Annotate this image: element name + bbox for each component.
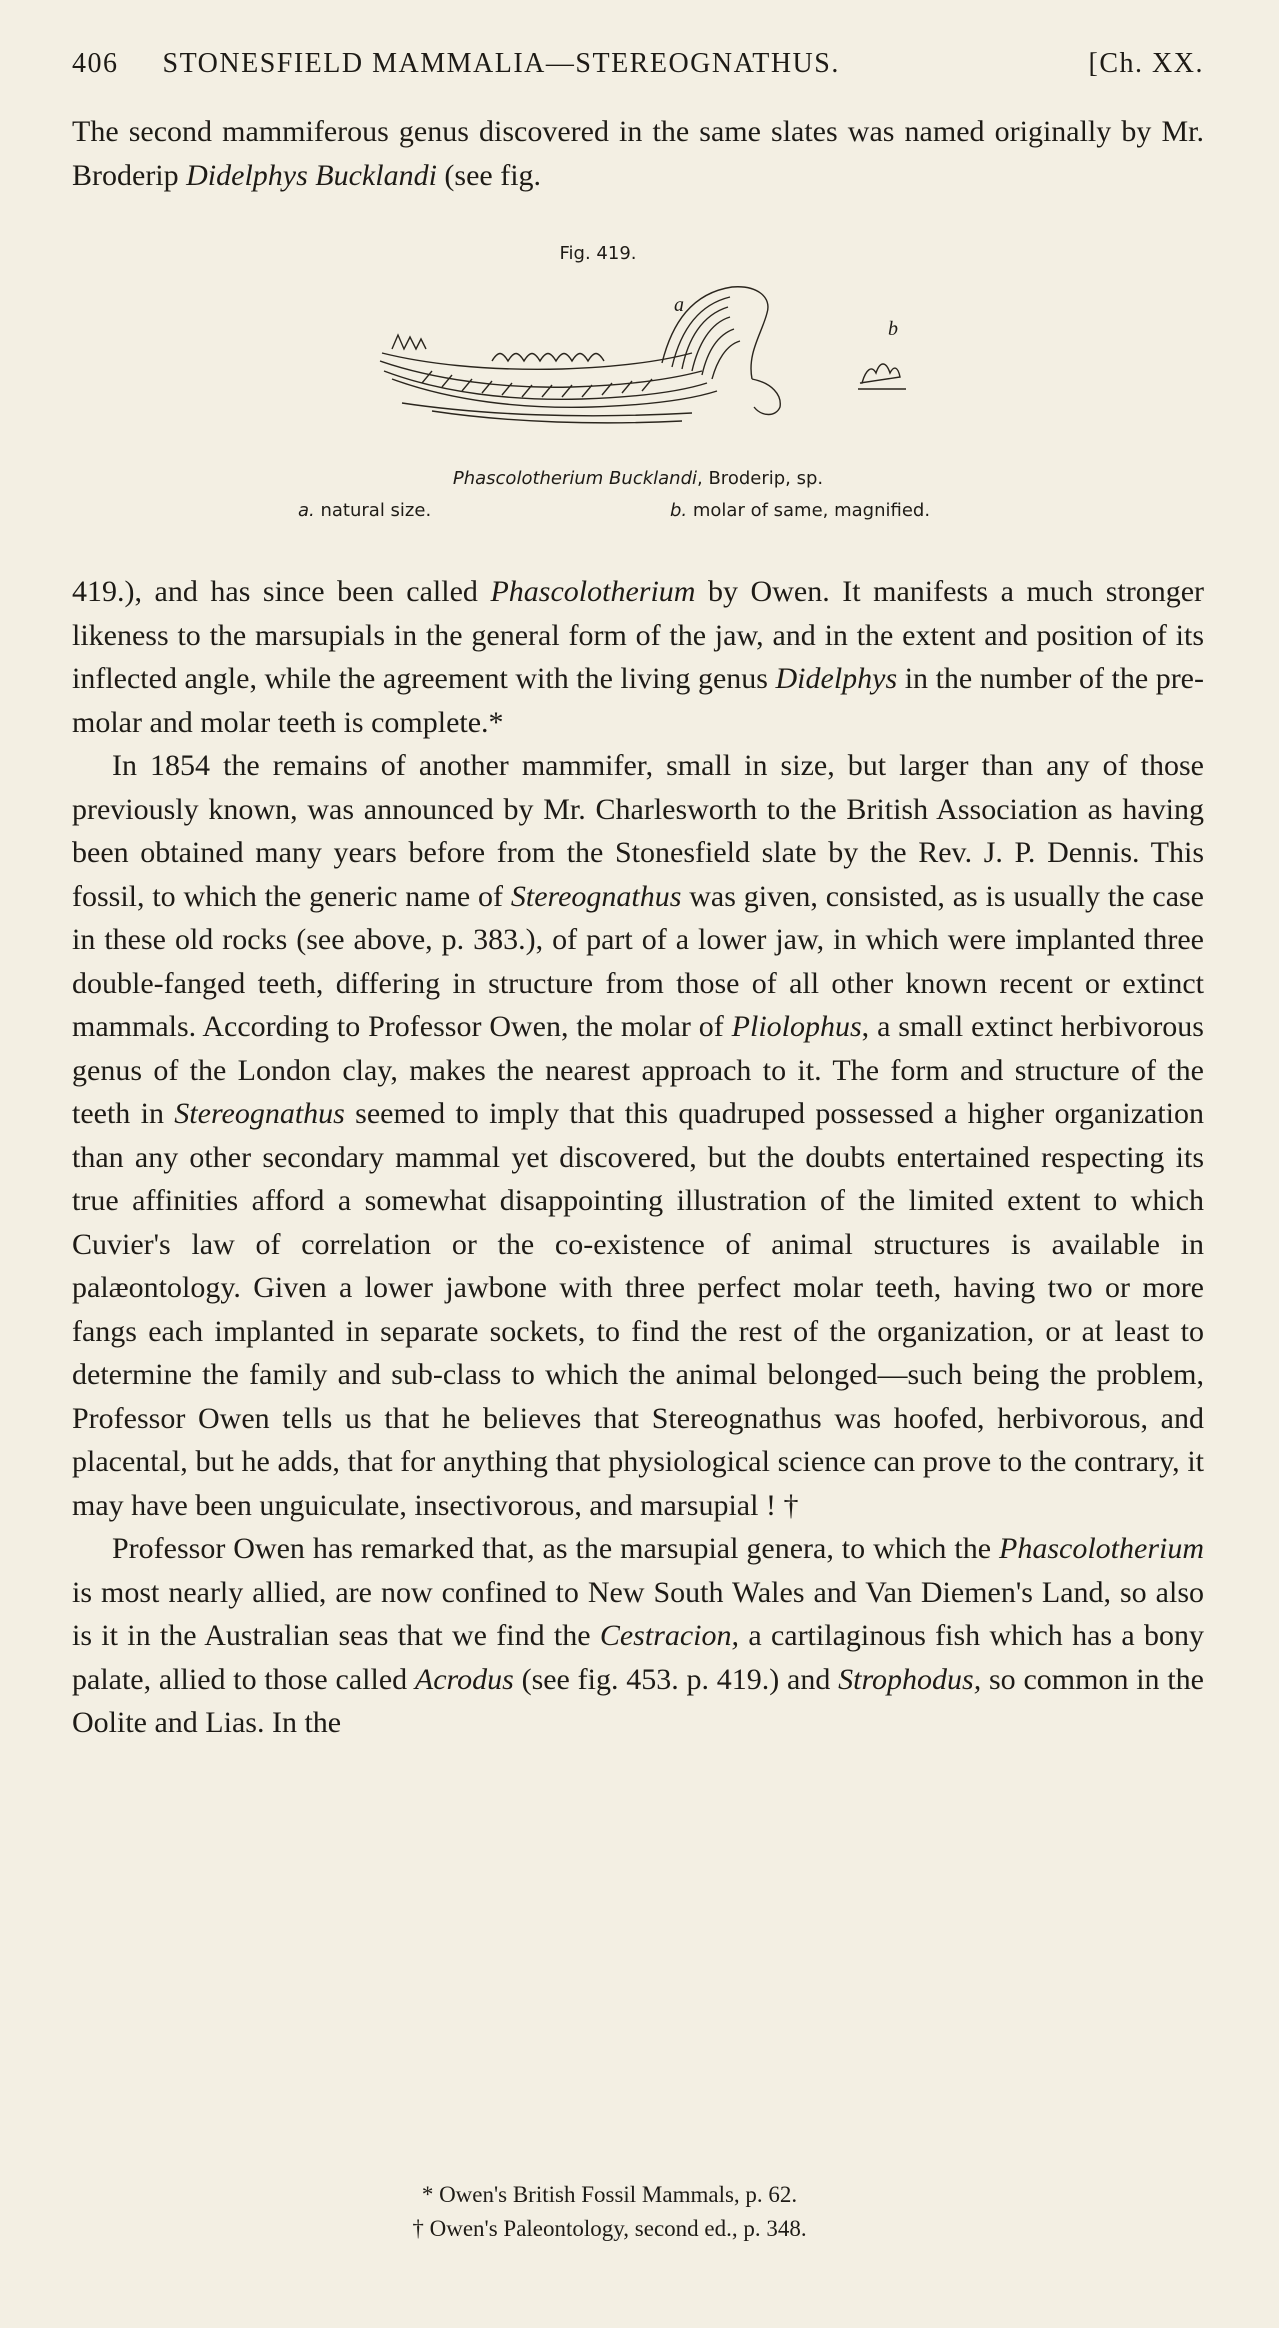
caption-key-a	[298, 500, 431, 521]
genus-name: Didelphys	[775, 662, 898, 695]
key-mark: a.	[298, 500, 315, 521]
text-run: seemed to imply that this quadruped possessed a higher organization than any other secondary mammal yet discovered, but the doubts entertained respecting its true affinities afford a somewhat disappointing illustration of the limited extent to which Cuvier's law of correlation or the co-existence of animal structures is available in palæontology. Given a lower jawbone with three perfect molar teeth, having two or more fangs each implanted in separate sockets, to find the rest of the organization, or at least to determine the family and sub-class to which the animal belonged—such being the problem, Professor Owen tells us that he believes that Stereognathus was hoofed, herbivorous, and placental, but he adds, that for anything that physiological science can prove to the contrary, it may have been unguiculate, insectivorous, and marsupial ! †	[72, 1097, 1205, 1522]
key-text: natural size.	[314, 500, 432, 521]
mark-b: b	[888, 318, 898, 340]
page-number: 406	[72, 48, 119, 79]
text-run: (see fig. 453. p. 419.) and	[513, 1662, 839, 1696]
caption-author: , Broderip, sp.	[697, 468, 824, 489]
paragraph-3	[72, 1527, 1204, 1745]
genus-name: Phascolotherium	[999, 1532, 1204, 1565]
text-run: 419.), and has since been called	[72, 575, 491, 608]
figure-caption	[72, 468, 1204, 489]
text-run: so common in the Oolite and Lias. In the	[72, 1662, 1204, 1739]
genus-name: Stereognathus	[174, 1097, 345, 1130]
genus-name: Cestracion,	[599, 1619, 740, 1652]
caption-species: Phascolotherium Bucklandi	[452, 468, 698, 489]
body-text	[72, 570, 1204, 1745]
figure-419	[72, 243, 1204, 533]
figure-label: Fig. 419.	[559, 243, 637, 264]
text-run: The second mammiferous genus discovered in the same slates was named originally by Mr. Broderip	[72, 115, 1204, 192]
footnote-2: † Owen's Paleontology, second ed., p. 348.	[412, 2216, 807, 2241]
text-run: is most nearly allied, are now confined to New South Wales and Van Diemen's Land, so also is it in the Australian seas that we find the	[72, 1575, 1204, 1652]
genus-name: Didelphys Bucklandi	[186, 159, 437, 192]
key-text: molar of same, magnified.	[687, 500, 931, 521]
mark-a: a	[674, 294, 684, 316]
text-run: in the number of the pre-molar and molar teeth is complete.*	[72, 662, 1204, 739]
footnotes	[0, 2178, 1279, 2246]
text-run: a cartilaginous fish which has a bony palate, allied to those called	[72, 1619, 1204, 1696]
running-title: STONESFIELD MAMMALIA—STEREOGNATHUS.	[162, 48, 840, 79]
genus-name: Strophodus,	[838, 1662, 982, 1696]
text-run: (see fig.	[436, 159, 542, 192]
text-run: , a small extinct herbivorous genus of the London clay, makes the nearest approach to it. The form and structure of the teeth in	[72, 1010, 1204, 1130]
chapter-marker: [Ch. XX.	[1088, 48, 1204, 79]
footnote-1: * Owen's British Fossil Mammals, p. 62.	[421, 2182, 798, 2207]
jaw-engraving	[362, 283, 1002, 463]
key-mark: b.	[670, 500, 688, 521]
genus-name: Acrodus	[414, 1662, 514, 1696]
genus-name: Stereognathus	[510, 879, 682, 913]
genus-name: Pliolophus	[731, 1010, 862, 1043]
opening-paragraph	[72, 110, 1204, 198]
text-run: was given, consisted, as is usually the case in these old rocks (see above, p. 383.), of part of a lower jaw, in which were implanted three double-fanged teeth, differing in structure from those of all other known recent or extinct mammals. According to Professor Owen, the molar of	[72, 879, 1205, 1043]
text-run: by Owen. It manifests a much stronger likeness to the marsupials in the general form of the jaw, and in the extent and position of its inflected angle, while the agreement with the living genus	[72, 575, 1204, 695]
caption-key-b	[670, 500, 930, 521]
running-head	[72, 48, 1204, 80]
paragraph-2	[72, 744, 1204, 1527]
text-run: In 1854 the remains of another mammifer, small in size, but larger than any of those previously known, was announced by Mr. Charlesworth to the British Association as having been obtained many years before from the Stonesfield slate by the Rev. J. P. Dennis. This fossil, to which the generic name of	[72, 749, 1204, 913]
text-run: Professor Owen has remarked that, as the marsupial genera, to which the	[112, 1532, 1000, 1565]
genus-name: Phascolotherium	[490, 575, 696, 608]
paragraph-1	[72, 570, 1204, 744]
